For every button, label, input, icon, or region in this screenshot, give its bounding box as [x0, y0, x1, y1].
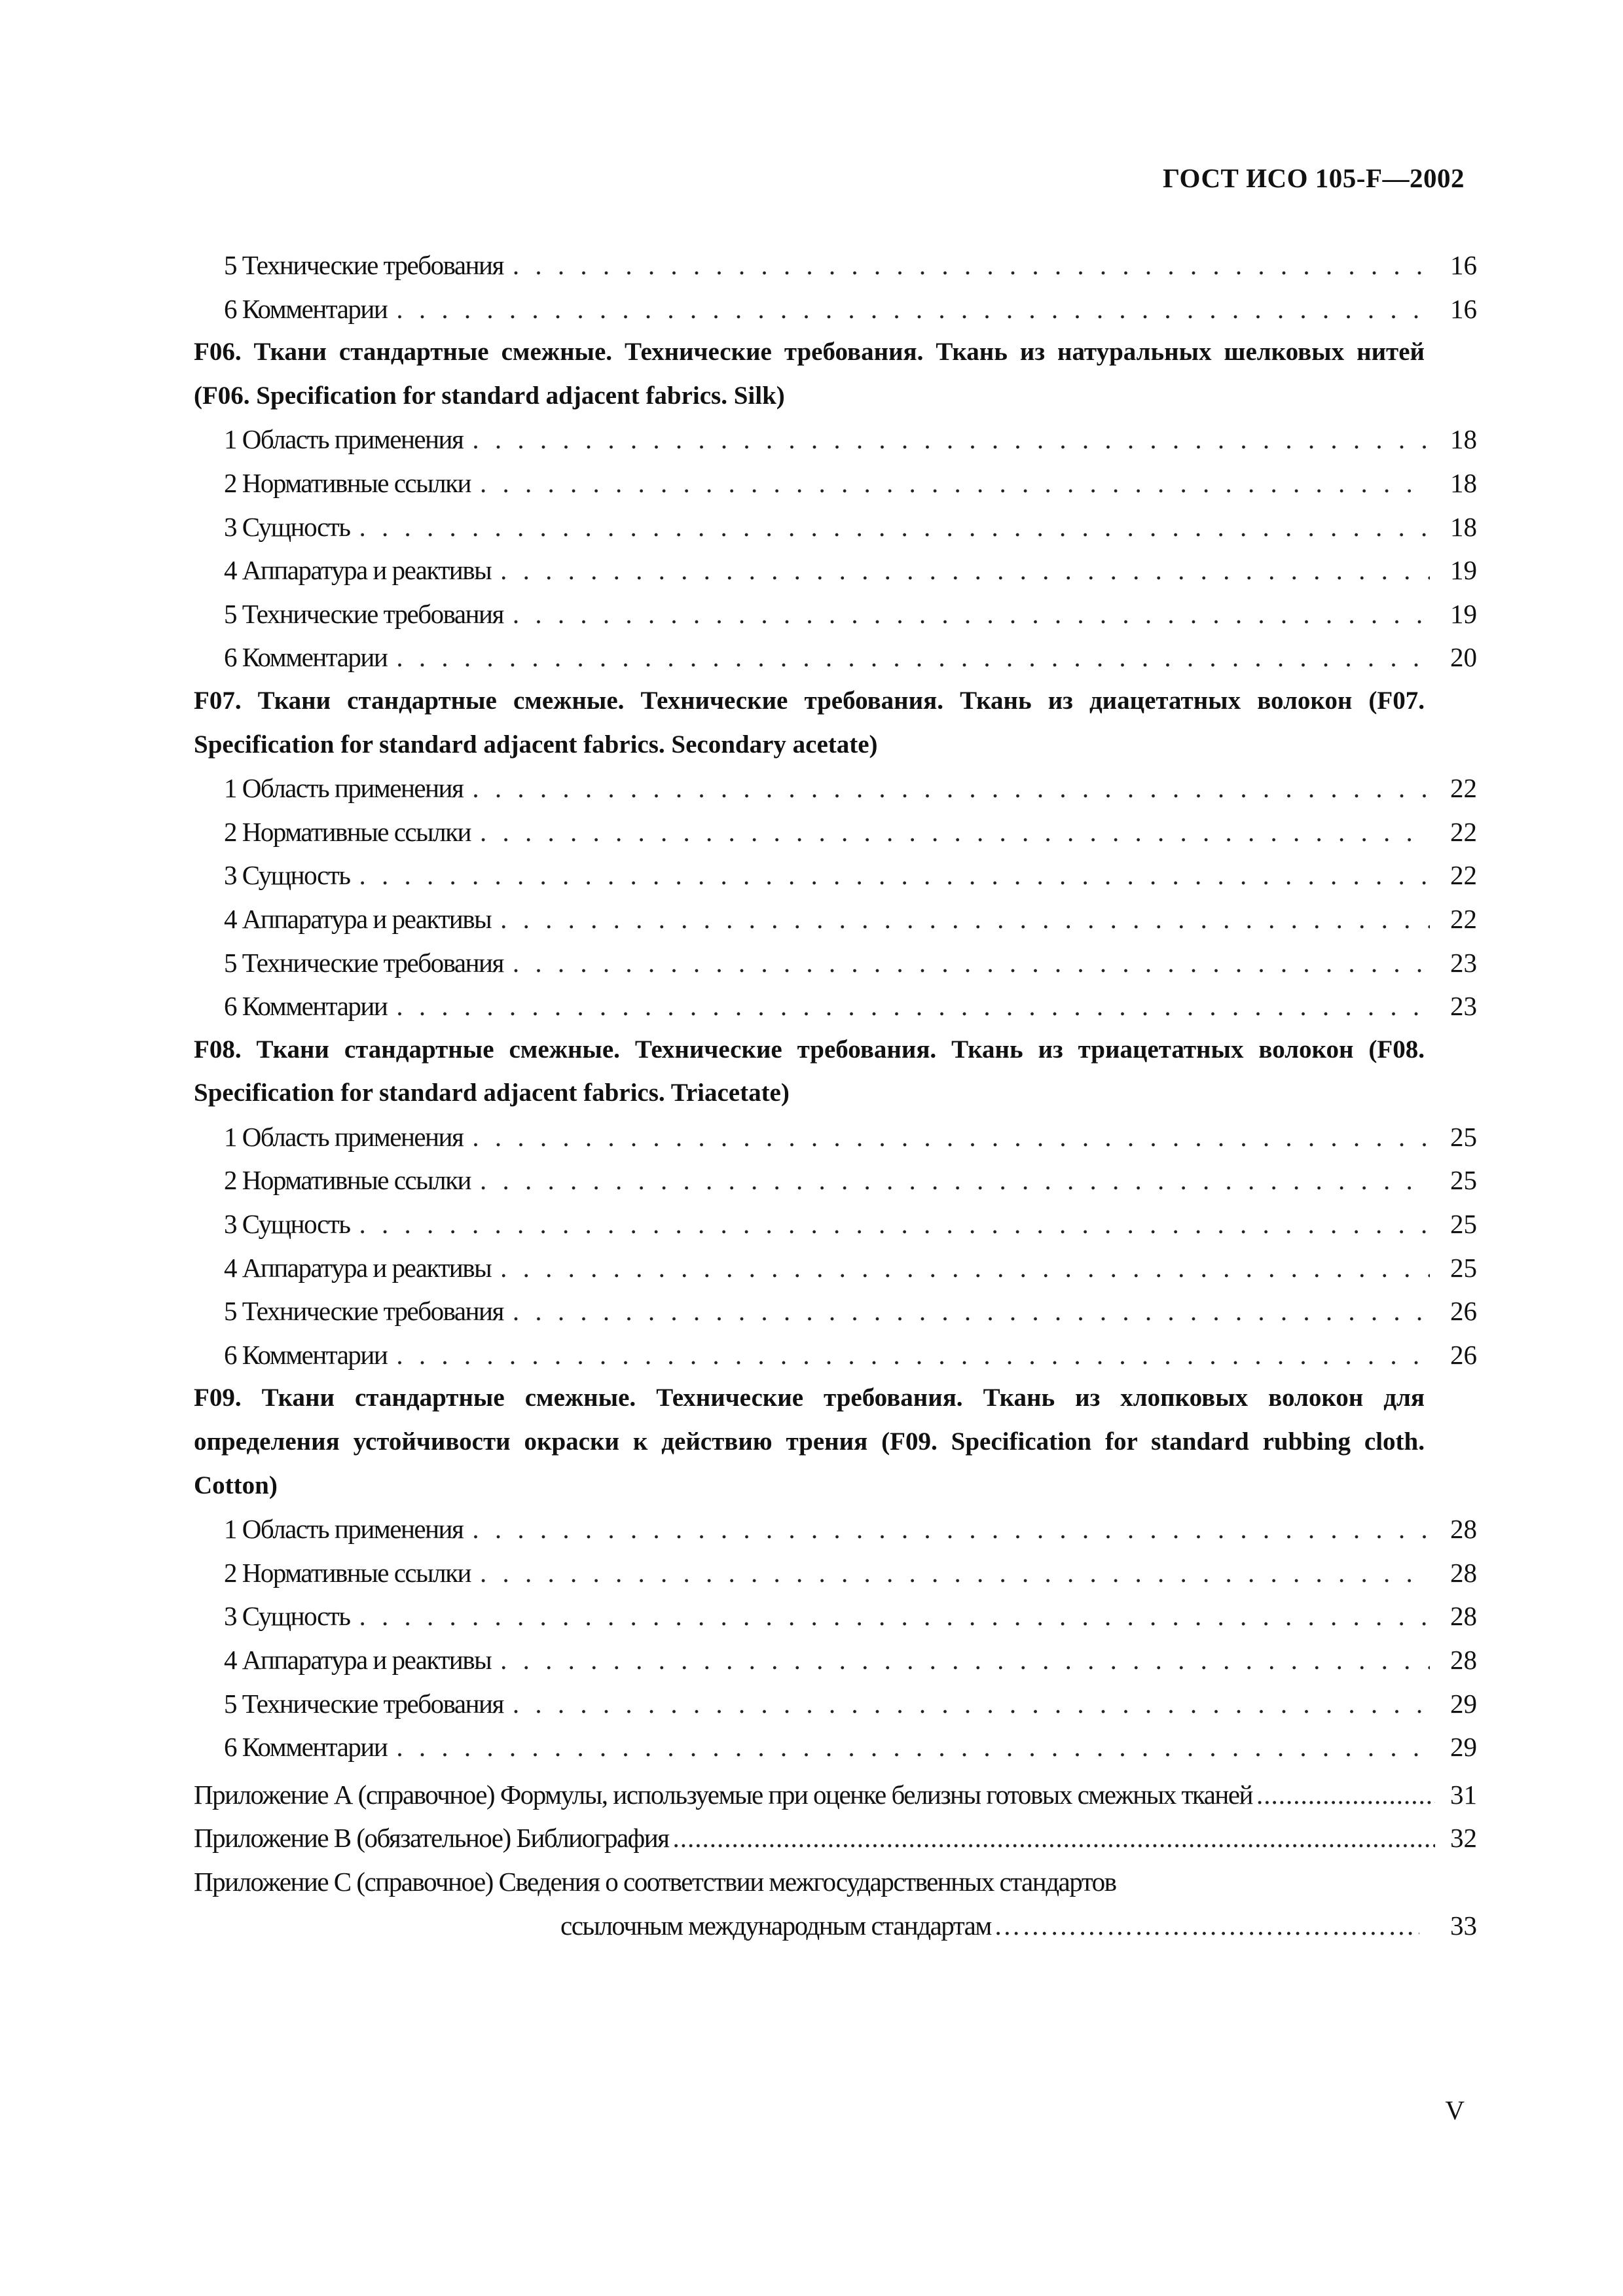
- section-title-f07[interactable]: F07. Ткани стандартные смежные. Технические требования. Ткань из диацетатных волокон (F07. Specification for standard adjacent fabrics. Secondary acetate): [194, 686, 1425, 759]
- toc-entry[interactable]: [194, 984, 1477, 1028]
- toc-entry-page: 18: [1450, 467, 1477, 498]
- toc-entry-page: 20: [1450, 642, 1477, 673]
- toc-entry-label: 5 Технические требования: [224, 1688, 503, 1719]
- dot-leader: [513, 1289, 1430, 1333]
- toc-entry[interactable]: [194, 548, 1477, 592]
- dot-leader: [513, 243, 1430, 287]
- toc-entry[interactable]: [194, 1507, 1477, 1551]
- dot-leader: [513, 592, 1430, 636]
- toc-entry-page: 18: [1450, 511, 1477, 542]
- annex-b-page: 32: [1450, 1823, 1477, 1854]
- annex-b-entry[interactable]: [194, 1816, 1477, 1860]
- annex-a-page: 31: [1450, 1779, 1477, 1810]
- toc-entry-label: 1 Область применения: [224, 1514, 464, 1545]
- toc-entry-page: 28: [1450, 1514, 1477, 1545]
- toc-entry[interactable]: [194, 592, 1477, 636]
- toc-entry[interactable]: [194, 766, 1477, 810]
- dot-leader: [500, 1246, 1430, 1290]
- toc-entry[interactable]: [194, 1551, 1477, 1595]
- toc-entry[interactable]: [194, 461, 1477, 505]
- dot-leader: [480, 1158, 1430, 1202]
- toc-entry-page: 26: [1450, 1339, 1477, 1370]
- dot-leader: [396, 636, 1430, 679]
- annex-c-page: 33: [1450, 1910, 1477, 1941]
- dot-leader: [359, 1202, 1430, 1246]
- toc-entry-page: 25: [1450, 1165, 1477, 1196]
- document-id-header: ГОСТ ИСО 105-F—2002: [1162, 163, 1465, 193]
- section-title-f06[interactable]: F06. Ткани стандартные смежные. Технические требования. Ткань из натуральных шелковых нитей (F06. Specification for standard adjacent fabrics. Silk): [194, 338, 1425, 410]
- dot-leader: [472, 766, 1430, 810]
- toc-entry-page: 23: [1450, 991, 1477, 1022]
- toc-entry-page: 22: [1450, 773, 1477, 804]
- toc-entry-page: 16: [1450, 250, 1477, 280]
- dot-leader: [359, 505, 1430, 549]
- toc-entry-page: 28: [1450, 1601, 1477, 1632]
- annex-b-label: Приложение В (обязательное) Библиография: [194, 1823, 669, 1854]
- dot-leader: [673, 1816, 1435, 1860]
- dot-leader: [359, 853, 1430, 897]
- toc-entry-label: 3 Сущность: [224, 1209, 350, 1240]
- dot-leader: [500, 548, 1430, 592]
- dot-leader: [396, 1725, 1430, 1769]
- toc-entry[interactable]: [194, 505, 1477, 549]
- page-number: V: [1445, 2095, 1465, 2125]
- toc-entry[interactable]: [194, 1333, 1477, 1377]
- toc-entry-label: 4 Аппаратура и реактивы: [224, 555, 492, 586]
- section-title-f09[interactable]: F09. Ткани стандартные смежные. Технические требования. Ткань из хлопковых волокон для определения устойчивости окраски к действию трения (F09. Specification for standard rubbing cloth. Cotton): [194, 1384, 1425, 1499]
- annex-c-label-line2: ссылочным международным стандартам: [560, 1910, 991, 1941]
- toc-entry-label: 2 Нормативные ссылки: [224, 816, 471, 847]
- dot-leader: [396, 984, 1430, 1028]
- toc-entry[interactable]: [194, 1682, 1477, 1726]
- toc-entry[interactable]: [194, 1594, 1477, 1638]
- toc-entry[interactable]: [194, 418, 1477, 461]
- toc-entry[interactable]: [194, 941, 1477, 985]
- dot-leader: [396, 287, 1430, 331]
- toc-entry[interactable]: [194, 287, 1477, 331]
- dot-leader: [500, 897, 1430, 941]
- toc-entry-label: 6 Комментарии: [224, 1339, 388, 1370]
- toc-entry-page: 22: [1450, 816, 1477, 847]
- annex-a-entry[interactable]: [194, 1773, 1477, 1817]
- toc-entry-label: 4 Аппаратура и реактивы: [224, 1252, 492, 1283]
- toc-entry-page: 25: [1450, 1252, 1477, 1283]
- toc-entry-label: 5 Технические требования: [224, 1296, 503, 1327]
- toc-entry-label: 1 Область применения: [224, 773, 464, 804]
- dot-leader: [480, 810, 1430, 854]
- dot-leader: [359, 1594, 1430, 1638]
- toc-entry-label: 3 Сущность: [224, 1601, 350, 1632]
- toc-entry-label: 6 Комментарии: [224, 642, 388, 673]
- toc-entry[interactable]: [194, 897, 1477, 941]
- dot-leader: [480, 1551, 1430, 1595]
- toc-entry-page: 29: [1450, 1732, 1477, 1763]
- toc-entry-label: 4 Аппаратура и реактивы: [224, 903, 492, 934]
- toc-entry[interactable]: [194, 636, 1477, 679]
- toc-entry-page: 26: [1450, 1296, 1477, 1327]
- toc-entry-page: 16: [1450, 293, 1477, 324]
- section-title-f08[interactable]: F08. Ткани стандартные смежные. Технические требования. Ткань из триацетатных волокон (F08. Specification for standard adjacent fabrics. Triacetate): [194, 1035, 1425, 1107]
- toc-entry-label: 6 Комментарии: [224, 293, 388, 324]
- dot-leader: [472, 418, 1430, 461]
- toc-entry-label: 2 Нормативные ссылки: [224, 1557, 471, 1588]
- toc-entry-label: 1 Область применения: [224, 424, 464, 455]
- dot-leader: [472, 1115, 1430, 1159]
- dot-leader: [396, 1333, 1430, 1377]
- toc-entry-page: 28: [1450, 1557, 1477, 1588]
- toc-entry-label: 5 Технические требования: [224, 947, 503, 978]
- dot-leader: [1256, 1773, 1435, 1817]
- toc-entry[interactable]: [194, 810, 1477, 854]
- toc-entry-label: 4 Аппаратура и реактивы: [224, 1645, 492, 1675]
- toc-entry-label: 5 Технические требования: [224, 250, 503, 280]
- dot-leader: [472, 1507, 1430, 1551]
- toc-entry-label: 1 Область применения: [224, 1121, 464, 1152]
- toc-entry-label: 6 Комментарии: [224, 991, 388, 1022]
- toc-entry-page: 29: [1450, 1688, 1477, 1719]
- toc-entry-page: 28: [1450, 1645, 1477, 1675]
- annex-a-label: Приложение А (справочное) Формулы, используемые при оценке белизны готовых смежных тканей: [194, 1779, 1252, 1810]
- toc-entry-page: 23: [1450, 947, 1477, 978]
- toc-entry-page: 22: [1450, 860, 1477, 891]
- annex-c-label-line1[interactable]: Приложение С (справочное) Сведения о соответствии межгосударственных стандартов: [194, 1866, 1116, 1897]
- toc-entry-page: 19: [1450, 598, 1477, 629]
- toc-entry[interactable]: [194, 853, 1477, 897]
- toc-entry-page: 22: [1450, 903, 1477, 934]
- dot-leader: [513, 1682, 1430, 1726]
- dot-leader: [500, 1638, 1430, 1682]
- toc-entry[interactable]: [194, 243, 1477, 287]
- toc-entry-page: 25: [1450, 1209, 1477, 1240]
- toc-entry-label: 3 Сущность: [224, 511, 350, 542]
- toc-entry-label: 6 Комментарии: [224, 1732, 388, 1763]
- toc-entry-label: 2 Нормативные ссылки: [224, 467, 471, 498]
- toc-entry[interactable]: [194, 1158, 1477, 1202]
- toc-entry-label: 2 Нормативные ссылки: [224, 1165, 471, 1196]
- toc-entry-page: 25: [1450, 1121, 1477, 1152]
- toc-entry-page: 19: [1450, 555, 1477, 586]
- annex-c-entry[interactable]: [194, 1904, 1477, 1948]
- toc-entry-label: 5 Технические требования: [224, 598, 503, 629]
- dot-leader: [994, 1904, 1419, 1948]
- toc-entry[interactable]: [194, 1202, 1477, 1246]
- toc-entry[interactable]: [194, 1115, 1477, 1159]
- toc-entry[interactable]: [194, 1638, 1477, 1682]
- toc-entry-label: 3 Сущность: [224, 860, 350, 891]
- dot-leader: [513, 941, 1430, 985]
- toc-entry-page: 18: [1450, 424, 1477, 455]
- dot-leader: [480, 461, 1430, 505]
- toc-entry[interactable]: [194, 1289, 1477, 1333]
- toc-entry[interactable]: [194, 1246, 1477, 1290]
- toc-entry[interactable]: [194, 1725, 1477, 1769]
- table-of-contents: [194, 243, 1477, 1947]
